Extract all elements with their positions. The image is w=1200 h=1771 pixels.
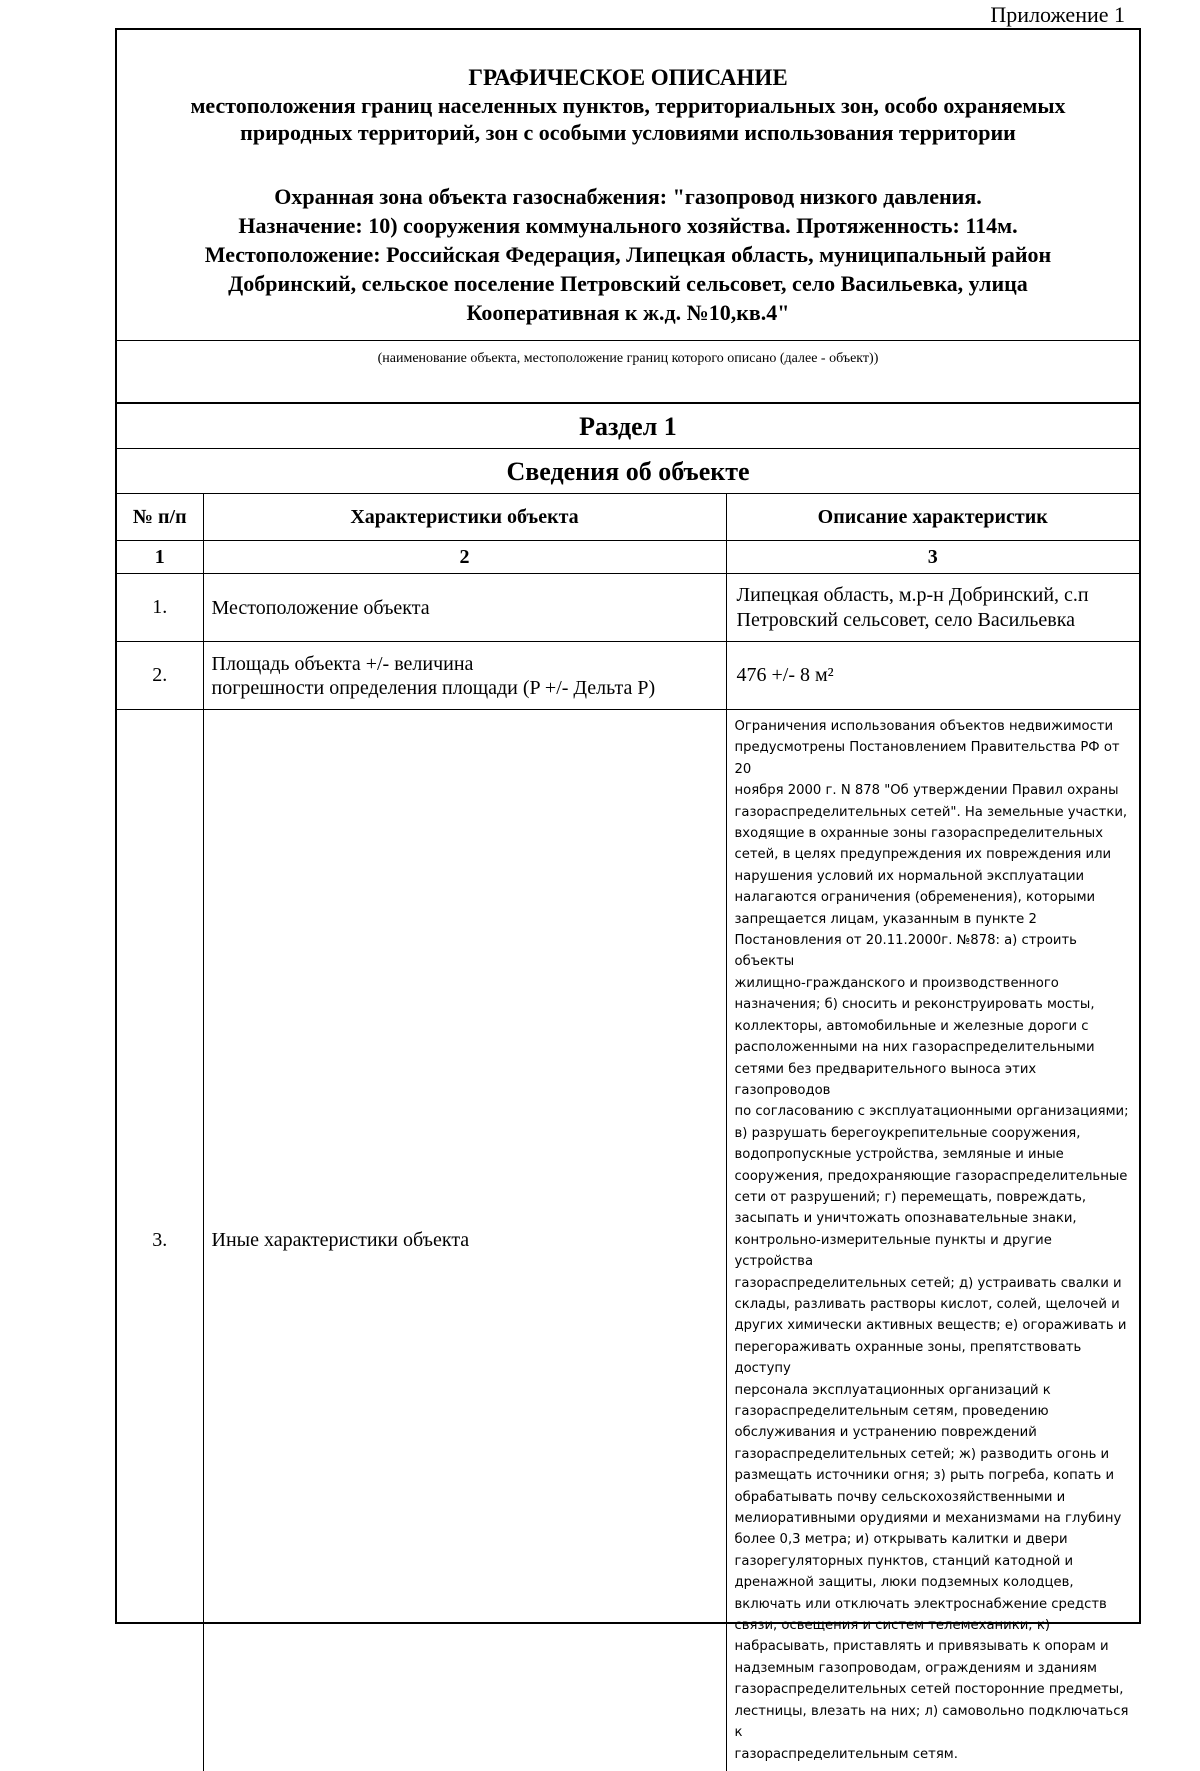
object-name: [117, 182, 1139, 327]
restriction-line: обслуживания и устранению повреждений: [734, 1425, 1037, 1441]
restriction-line: дренажной защиты, люки подземных колодцев,: [734, 1575, 1074, 1591]
header-description: Описание характеристик: [726, 494, 1139, 541]
area-label-line-1: Площадь объекта +/- величина: [211, 652, 474, 675]
row-characteristic: Иные характеристики объекта: [203, 710, 726, 1771]
restriction-line: обрабатывать почву сельскохозяйственными и: [734, 1489, 1066, 1505]
document-subtitle-line-2: природных территорий, зон с особыми условиями использования территории: [240, 120, 1016, 145]
restriction-line: более 0,3 метра; и) открывать калитки и двери: [734, 1532, 1068, 1548]
restriction-line: связи, освещения и систем телемеханики; к): [734, 1618, 1051, 1634]
location-line-1: Липецкая область, м.р-н Добринский, с.п: [736, 583, 1089, 606]
restriction-line: газораспределительным сетям, проведению: [734, 1404, 1049, 1419]
row-number: 2.: [117, 642, 203, 710]
restriction-line: газораспределительных сетей; д) устраивать свалки и: [734, 1275, 1122, 1291]
object-name-line-5: Кооперативная к ж.д. №10,кв.4": [466, 300, 790, 325]
restriction-line: коллекторы, автомобильные и железные дороги с: [734, 1018, 1089, 1034]
object-name-line-2: Назначение: 10) сооружения коммунального хозяйства. Протяженность: 114м.: [238, 213, 1018, 238]
restriction-line: входящие в охранные зоны газораспределительных: [734, 826, 1104, 842]
section-title: Сведения об объекте: [117, 448, 1139, 494]
object-caption: (наименование объекта, местоположение границ которого описано (далее - объект)): [117, 340, 1139, 402]
area-label-line-2: погрешности определения площади (P +/- Дельта P): [211, 676, 656, 699]
object-name-line-1: Охранная зона объекта газоснабжения: "газопровод низкого давления.: [274, 184, 982, 209]
restrictions-text: [726, 710, 1139, 1771]
table-row-area: [117, 642, 1139, 710]
restriction-line: газораспределительных сетей посторонние предметы,: [734, 1682, 1124, 1698]
table-row-location: [117, 574, 1139, 642]
row-description: [726, 574, 1139, 642]
restriction-line: склады, разливать растворы кислот, солей, щелочей и: [734, 1296, 1120, 1312]
object-info-table: [117, 493, 1139, 1771]
table-row-other: [117, 710, 1139, 1771]
document-title: ГРАФИЧЕСКОЕ ОПИСАНИЕ: [468, 65, 788, 90]
restriction-line: других химически активных веществ; е) огораживать и: [734, 1318, 1127, 1334]
restriction-line: контрольно-измерительные пункты и другие устройства: [734, 1232, 1052, 1270]
restriction-line: газораспределительным сетям.: [734, 1746, 958, 1762]
row-number: 3.: [117, 710, 203, 1771]
title-block: [117, 30, 1139, 340]
restriction-line: сетей, в целях предупреждения их повреждения или: [734, 847, 1112, 863]
header-characteristics: Характеристики объекта: [203, 494, 726, 541]
restriction-line: Постановления от 20.11.2000г. №878: а) строить объекты: [734, 933, 1077, 970]
restriction-line: перегораживать охранные зоны, препятствовать доступу: [734, 1339, 1082, 1377]
restriction-line: персонала эксплуатационных организаций к: [734, 1382, 1051, 1398]
restrictions-lines: [735, 716, 1134, 1765]
restriction-line: в) разрушать берегоукрепительные сооружения,: [734, 1125, 1081, 1141]
restriction-line: мелиоративными орудиями и механизмами на глубину: [734, 1511, 1122, 1527]
restriction-line: сетями без предварительного выноса этих газопроводов: [734, 1061, 1037, 1098]
column-number-3: 3: [726, 541, 1139, 574]
restriction-line: газораспределительных сетей; ж) разводить огонь и: [734, 1446, 1110, 1462]
column-number-1: 1: [117, 541, 203, 574]
restriction-line: по согласованию с эксплуатационными организациями;: [734, 1104, 1129, 1120]
area-value: 476 +/- 8 м²: [726, 642, 1139, 710]
column-number-row: [117, 541, 1139, 574]
restriction-line: расположенными на них газораспределительными: [734, 1040, 1095, 1056]
restriction-line: жилищно-гражданского и производственного: [734, 975, 1059, 991]
restriction-line: надземным газопроводам, ограждениям и зданиям: [734, 1660, 1097, 1676]
restriction-line: нарушения условий их нормальной эксплуатации: [734, 868, 1085, 884]
restriction-line: сети от разрушений; г) перемещать, повреждать,: [734, 1189, 1087, 1205]
row-characteristic: Местоположение объекта: [203, 574, 726, 642]
restriction-line: назначения; б) сносить и реконструировать мосты,: [734, 997, 1095, 1013]
location-line-2: Петровский сельсовет, село Васильевка: [736, 608, 1076, 631]
restriction-line: набрасывать, приставлять и привязывать к опорам и: [734, 1639, 1109, 1655]
restriction-line: запрещается лицам, указанным в пункте 2: [734, 911, 1037, 927]
restriction-line: засыпать и уничтожать опознавательные знаки,: [734, 1211, 1077, 1227]
restriction-line: налагаются ограничения (обременения), которыми: [734, 890, 1096, 906]
restriction-line: лестницы, влезать на них; л) самовольно подключаться к: [734, 1703, 1129, 1741]
restriction-line: ноября 2000 г. N 878 "Об утверждении Правил охраны: [734, 783, 1119, 799]
restriction-line: газорегуляторных пунктов, станций катодной и: [734, 1553, 1074, 1569]
restriction-line: включать или отключать электроснабжение средств: [734, 1596, 1107, 1612]
row-number: 1.: [117, 574, 203, 642]
column-number-2: 2: [203, 541, 726, 574]
restriction-line: размещать источники огня; з) рыть погреба, копать и: [734, 1468, 1115, 1484]
restriction-line: Ограничения использования объектов недвижимости: [734, 719, 1114, 734]
restriction-line: предусмотрены Постановлением Правительства РФ от 20: [734, 740, 1120, 777]
document-subtitle-line-1: местоположения границ населенных пунктов, территориальных зон, особо охраняемых: [190, 93, 1066, 118]
restriction-line: водопропускные устройства, земляные и иные: [734, 1147, 1064, 1163]
restriction-line: газораспределительных сетей". На земельные участки,: [734, 804, 1128, 820]
appendix-label: Приложение 1: [990, 2, 1125, 27]
document-frame: [115, 28, 1141, 1762]
section-heading: Раздел 1: [117, 402, 1139, 448]
restriction-line: сооружения, предохраняющие газораспределительные: [734, 1168, 1128, 1184]
row-characteristic: [203, 642, 726, 710]
table-header-row: [117, 494, 1139, 541]
object-name-line-3: Местоположение: Российская Федерация, Липецкая область, муниципальный район: [204, 242, 1052, 267]
object-name-line-4: Добринский, сельское поселение Петровский сельсовет, село Васильевка, улица: [228, 271, 1028, 296]
header-number: № п/п: [117, 494, 203, 541]
